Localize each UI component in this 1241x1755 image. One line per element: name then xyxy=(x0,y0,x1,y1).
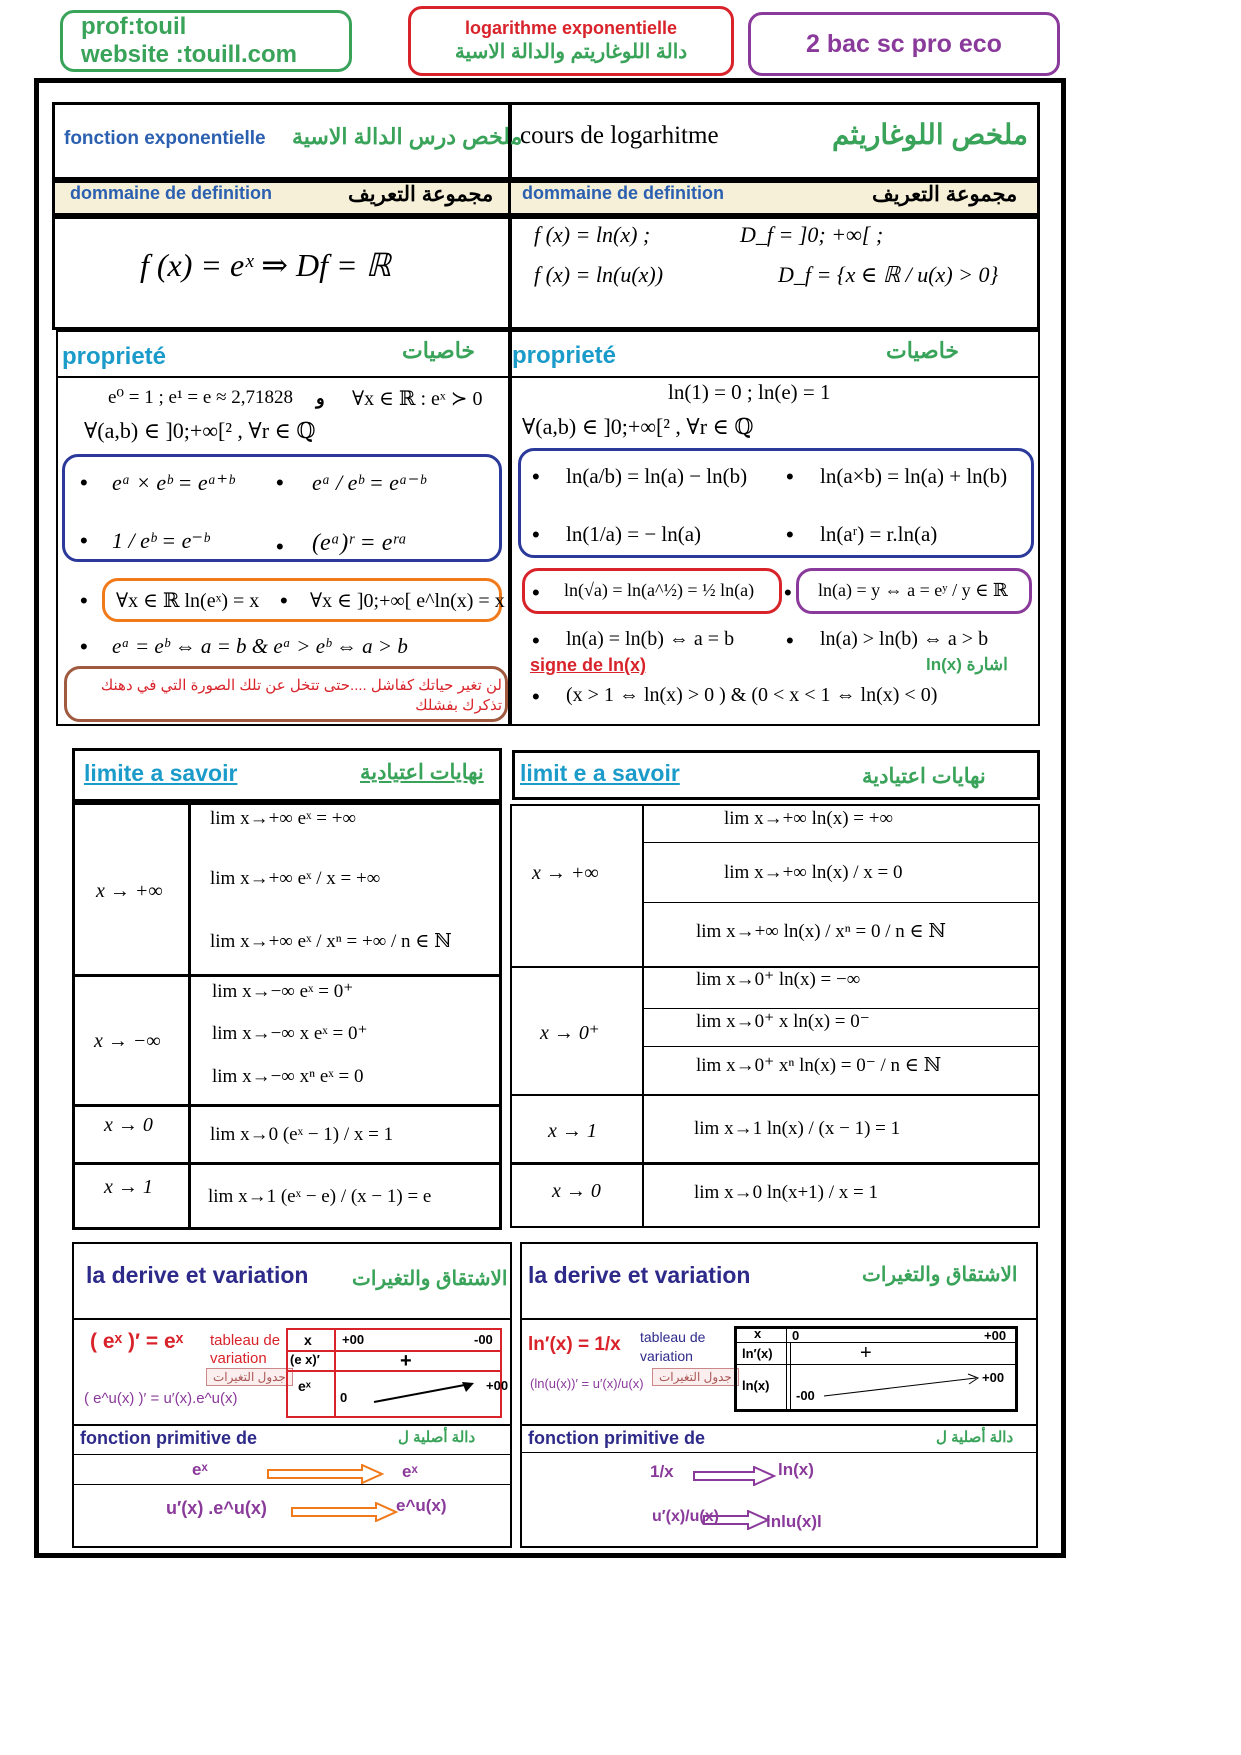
exp-lim-cond-0: x → +∞ xyxy=(96,880,163,902)
ln-prop-fr: proprieté xyxy=(512,342,617,369)
exp-lim-1-0: lim x→−∞ eˣ = 0⁺ xyxy=(212,981,354,1002)
exp-p3: ∀(a,b) ∈ ]0;+∞[² , ∀r ∈ ℚ xyxy=(84,418,316,443)
ln-lim-3-0: lim x→0 ln(x+1) / x = 1 xyxy=(694,1182,878,1203)
ln-d2: D_f = ]0; +∞[ ; xyxy=(740,222,884,247)
ln-prop-ar: خاصيات xyxy=(886,338,960,363)
ln-table-deriv: ln′(x) xyxy=(742,1346,773,1361)
exp-title-ar: ملخص درس الدالة الاسية xyxy=(292,124,523,149)
exp-lim-cond-1: x → −∞ xyxy=(94,1030,161,1052)
ln-table-zero: 0 xyxy=(792,1328,800,1343)
exp-table-x: x xyxy=(304,1332,312,1348)
exp-table-deriv: (e x)′ xyxy=(290,1352,320,1367)
ln-prim1-arrow xyxy=(692,1466,778,1486)
ln-lim-0-0: lim x→+∞ ln(x) = +∞ xyxy=(724,808,894,829)
ln-p2: ∀(a,b) ∈ ]0;+∞[² , ∀r ∈ ℚ xyxy=(522,414,754,439)
ln-lim-cond-3: x → 0 xyxy=(552,1180,601,1202)
exp-table-plus: +00 xyxy=(342,1332,365,1347)
exp-prop-ar: خاصيات xyxy=(402,338,476,363)
header-title-box xyxy=(408,6,734,76)
ln-b5: ln(√a) = ln(a^½) = ½ ln(a) xyxy=(564,580,755,600)
exp-lim-0-1: lim x→+∞ eˣ / x = +∞ xyxy=(210,868,381,889)
exp-table-ar: جدول التغيرات xyxy=(206,1368,293,1386)
exp-prim2-arrow xyxy=(290,1502,400,1522)
ln-b7: ln(a) = ln(b) ⇔ a = b xyxy=(566,628,735,650)
exp-increase-arrow xyxy=(370,1378,480,1406)
ln-table-func: ln(x) xyxy=(742,1378,770,1393)
ln-b6: ln(a) = y ⇔ a = eʸ / y ∈ ℝ xyxy=(818,580,1008,600)
exp-domain-fr: dommaine de definition xyxy=(70,183,273,203)
prof-name: prof:touil xyxy=(81,13,187,40)
ln-prim-ar: دالة أصلية ل xyxy=(936,1429,1014,1446)
exp-lim-cond-3: x → 1 xyxy=(104,1176,153,1198)
ln-lim-2-0: lim x→1 ln(x) / (x − 1) = 1 xyxy=(694,1118,901,1139)
ln-prim1-right: ln(x) xyxy=(778,1460,814,1479)
ln-sign-ar: اشارة ln(x) xyxy=(926,655,1008,674)
ln-prim2-left: u′(x)/u(x) xyxy=(652,1508,719,1525)
exp-p2: ∀x ∈ ℝ : eˣ ≻ 0 xyxy=(352,388,483,410)
exp-p1-and: و xyxy=(316,388,325,408)
exp-lim-2-0: lim x→0 (eˣ − 1) / x = 1 xyxy=(210,1124,394,1145)
exp-table-label: tableau de variation xyxy=(210,1332,281,1367)
exp-prim1-right: eˣ xyxy=(402,1462,418,1481)
exp-prim2-right: e^u(x) xyxy=(396,1496,447,1515)
exp-b1: eᵃ × eᵇ = eᵃ⁺ᵇ xyxy=(112,470,234,495)
ln-lim-cond-2: x → 1 xyxy=(548,1120,597,1142)
ln-lim-ar: نهايات اعتيادية xyxy=(862,765,986,788)
exp-prim-fr: fonction primitive de xyxy=(80,1428,258,1448)
exp-der-eq: ( eˣ )′ = eˣ xyxy=(90,1330,184,1353)
exp-b5: ∀x ∈ ℝ ln(eˣ) = x xyxy=(116,590,260,612)
ln-table-x: x xyxy=(754,1326,762,1341)
exp-prim-ar: دالة أصلية ل xyxy=(398,1429,476,1446)
ln-d3: f (x) = ln(u(x)) xyxy=(534,262,664,287)
ln-lim-cond-1: x → 0⁺ xyxy=(540,1022,600,1044)
ln-lim-1-0: lim x→0⁺ ln(x) = −∞ xyxy=(696,969,861,990)
ln-title-ar: ملخص اللوغاريثم xyxy=(832,119,1029,150)
exp-lim-1-2: lim x→−∞ xⁿ eˣ = 0 xyxy=(212,1066,364,1087)
ln-table-low: -00 xyxy=(796,1388,815,1403)
ln-lim-1-2: lim x→0⁺ xⁿ ln(x) = 0⁻ / n ∈ ℕ xyxy=(696,1055,941,1076)
ln-table-sign: + xyxy=(860,1342,872,1364)
exp-prim1-arrow xyxy=(266,1464,386,1484)
ln-sign-eq: (x > 1 ⇔ ln(x) > 0 ) & (0 < x < 1 ⇔ ln(x) < 0) xyxy=(566,684,938,706)
ln-prim-fr: fonction primitive de xyxy=(528,1428,706,1448)
website[interactable]: website :touill.com xyxy=(81,41,298,68)
ln-prim2-arrow xyxy=(702,1510,772,1530)
exp-b2: eᵃ / eᵇ = eᵃ⁻ᵇ xyxy=(312,470,426,495)
exp-prop-fr: proprieté xyxy=(62,343,167,370)
ln-prim1-left: 1/x xyxy=(650,1462,674,1481)
exp-domain-ar: مجموعة التعريف xyxy=(348,183,494,206)
exp-table-low: 0 xyxy=(340,1390,348,1405)
ln-table-plus: +00 xyxy=(984,1328,1007,1343)
exp-lim-table xyxy=(72,802,502,1230)
exp-lim-fr: limite a savoir xyxy=(84,760,238,786)
exp-table-sign: + xyxy=(400,1350,412,1372)
exp-b6: ∀x ∈ ]0;+∞[ e^ln(x) = x xyxy=(310,590,505,612)
ln-der-ar: الاشتقاق والتغيرات xyxy=(862,1264,1018,1286)
exp-title-fr: fonction exponentielle xyxy=(64,128,266,149)
exp-lim-3-0: lim x→1 (eˣ − e) / (x − 1) = e xyxy=(208,1186,432,1207)
exp-lim-ar: نهايات اعتيادية xyxy=(360,761,484,784)
exp-lim-cond-2: x → 0 xyxy=(104,1114,153,1136)
header-level-box xyxy=(748,12,1060,76)
exp-table-func: eˣ xyxy=(298,1378,311,1394)
ln-p1: ln(1) = 0 ; ln(e) = 1 xyxy=(668,380,831,404)
exp-b4: (eᵃ)ʳ = eʳᵃ xyxy=(312,530,408,556)
title-ar: دالة اللوغاريتم والدالة الاسية xyxy=(454,41,688,63)
level: 2 bac sc pro eco xyxy=(806,29,1002,58)
ln-table-high: +00 xyxy=(982,1370,1005,1385)
exp-b3: 1 / eᵇ = e⁻ᵇ xyxy=(112,528,209,553)
ln-sign-fr: signe de ln(x) xyxy=(530,655,647,675)
ln-prim2-right: lnlu(x)l xyxy=(766,1512,822,1531)
ln-table-ar: جدول التغيرات xyxy=(652,1368,739,1386)
ln-lim-0-1: lim x→+∞ ln(x) / x = 0 xyxy=(724,862,903,883)
exp-table-high: +00 xyxy=(486,1378,509,1393)
ln-b3: ln(1/a) = − ln(a) xyxy=(566,522,702,546)
ln-b8: ln(a) > ln(b) ⇔ a > b xyxy=(820,628,989,650)
ln-der-fr: la derive et variation xyxy=(528,1262,751,1288)
ln-title-fr: cours de logarhitme xyxy=(520,122,719,149)
ln-lim-fr: limit e a savoir xyxy=(520,760,680,786)
ln-domain-fr: dommaine de definition xyxy=(522,183,725,203)
ln-lim-cond-0: x → +∞ xyxy=(532,862,599,884)
exp-quote: لن تغير حياتك كفاشل ....حتى تتخل عن تلك الصورة التي في دهنك تذكرك بفشلك xyxy=(100,677,502,714)
ln-der-eq: ln′(x) = 1/x xyxy=(528,1334,621,1355)
header-prof-box xyxy=(60,10,352,72)
exp-der-fr: la derive et variation xyxy=(86,1262,309,1288)
ln-lim-1-1: lim x→0⁺ x ln(x) = 0⁻ xyxy=(696,1011,870,1032)
ln-increase-arrow xyxy=(822,1372,982,1400)
ln-b2: ln(a×b) = ln(a) + ln(b) xyxy=(820,464,1008,488)
ln-table-label: tableau de variation xyxy=(640,1329,706,1364)
exp-domain-eq: f (x) = eˣ ⇒ Df = ℝ xyxy=(140,247,391,283)
exp-prim2-left: u′(x) .e^u(x) xyxy=(166,1498,267,1518)
exp-der-ar: الاشتقاق والتغيرات xyxy=(352,1268,508,1290)
exp-p1: e⁰ = 1 ; e¹ = e ≈ 2,71828 xyxy=(108,387,293,408)
exp-b7: eᵃ = eᵇ ⇔ a = b & eᵃ > eᵇ ⇔ a > b xyxy=(112,634,408,658)
exp-prim1-left: eˣ xyxy=(192,1460,208,1479)
exp-lim-1-1: lim x→−∞ x eˣ = 0⁺ xyxy=(212,1023,368,1044)
exp-lim-0-2: lim x→+∞ eˣ / xⁿ = +∞ / n ∈ ℕ xyxy=(210,931,452,952)
exp-der-u: ( e^u(x) )′ = u′(x).e^u(x) xyxy=(84,1390,238,1407)
ln-lim-0-2: lim x→+∞ ln(x) / xⁿ = 0 / n ∈ ℕ xyxy=(696,921,946,942)
ln-der-u: (ln(u(x))′ = u′(x)/u(x) xyxy=(530,1376,644,1391)
ln-domain-ar: مجموعة التعريف xyxy=(872,183,1018,206)
title-fr: logarithme exponentielle xyxy=(464,18,678,38)
exp-table-minus: -00 xyxy=(474,1332,493,1347)
exp-lim-0-0: lim x→+∞ eˣ = +∞ xyxy=(210,808,356,829)
ln-b4: ln(aʳ) = r.ln(a) xyxy=(820,522,938,546)
ln-b1: ln(a/b) = ln(a) − ln(b) xyxy=(566,464,748,488)
ln-d4: D_f = {x ∈ ℝ / u(x) > 0} xyxy=(778,262,999,287)
ln-d1: f (x) = ln(x) ; xyxy=(534,222,651,247)
